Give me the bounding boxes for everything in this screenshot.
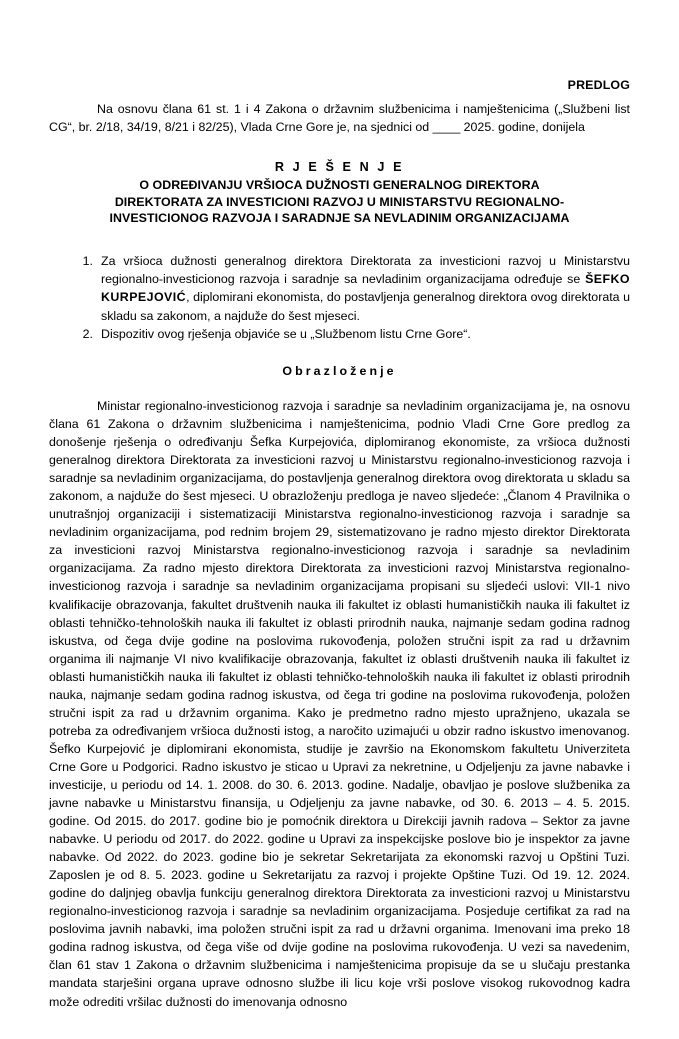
document-title-line-3: INVESTICIONOG RAZVOJA I SARADNJE SA NEVLADINIM ORGANIZACIJAMA [109, 211, 570, 226]
list-item-number: 1. [82, 253, 93, 268]
list-item-text-before: Za vršioca dužnosti generalnog direktora Direktorata za investicioni razvoj u Ministarstvu regionalno-investicionog razvoja i saradnje sa nevladinim organizacijama određuje se [101, 253, 630, 287]
decision-items-list [49, 252, 630, 343]
list-item-text-after: , diplomirani ekonomista, do postavljenja generalnog direktora ovog direktorata u skladu sa zakonom, a najduže do šest mjeseci. [101, 290, 630, 323]
explanation-body: Ministar regionalno-investicionog razvoja i saradnje sa nevladinim organizacijama je, na osnovu člana 61 Zakona o državnim službenicima i namještenicima, podnio Vladi Crne Gore predlog za donošenje rješenja o određivanju Šefka Kurpejovića, diplomiranog ekonomiste, za vršioca dužnosti generalnog direktora Direktorata za investicioni razvoj u Ministarstvu regionalno-investicionog razvoja i saradnje sa nevladinim organizacijama, do postavljenja generalnog direktora ovog direktorata u skladu sa zakonom, a najduže do šest mjeseci. U obrazloženju predloga je naveo sljedeće: „Članom 4 Pravilnika o unutrašnjoj organizaciji i sistematizaciji Ministarstva regionalno-investicionog razvoja i saradnje sa nevladinim organizacijama, pod rednim brojem 29, sistematizovano je radno mjesto direktor Direktorata za investicioni razvoj Ministarstva regionalno-investicionog razvoja i saradnje sa nevladinim organizacijama. Za radno mjesto direktora Direktorata za investicioni razvoj Ministarstva regionalno-investicionog razvoja i saradnje sa nevladinim organizacijama propisani su sljedeći uslovi: VII-1 nivo kvalifikacije obrazovanja, fakultet društvenih nauka ili fakultet iz oblasti humanističkih nauka ili fakultet iz oblasti tehničko-tehnoloških nauka ili fakultet iz oblasti prirodnih nauka, najmanje sedam godina radnog iskustva, od čega dvije godine na poslovima rukovođenja, položen stručni ispit za rad u državnim organima ili najmanje VI nivo kvalifikacije obrazovanja, fakultet iz oblasti društvenih nauka ili fakultet iz oblasti humanističkih nauka ili fakultet iz oblasti tehničko-tehnoloških nauka ili fakultet iz oblasti prirodnih nauka, najmanje sedam godina radnog iskustva, od čega tri godine na poslovima rukovođenja, položen stručni ispit za rad u državnim organima. Kako je predmetno radno mjesto upražnjeno, ukazala se potreba za određivanjem vršioca dužnosti istog, a naročito uzimajući u obzir radno iskustvo imenovanog. Šefko Kurpejović je diplomirani ekonomista, studije je završio na Ekonomskom fakultetu Univerziteta Crne Gore u Podgorici. Radno iskustvo je sticao u Upravi za nekretnine, u Odjeljenju za javne nabavke i investicije, u periodu od 14. 1. 2008. do 30. 6. 2013. godine. Nadalje, obavljao je poslove službenika za javne nabavke u Ministarstvu finansija, u Odjeljenju za javne nabavke, od 30. 6. 2013 – 4. 5. 2015. godine. Od 2015. do 2017. godine bio je pomoćnik direktora u Direkciji javnih radova – Sektor za javne nabavke. U periodu od 2017. do 2022. godine u Upravi za inspekcijske poslove bio je inspektor za javne nabavke. Od 2022. do 2023. godine bio je sekretar Sekretarijata za ekonomski razvoj u Opštini Tuzi. Zaposlen je od 8. 5. 2023. godine u Sekretarijatu za razvoj i projekte Opštine Tuzi. Od 19. 12. 2024. godine do daljnjeg obavlja funkciju generalnog direktora Direktorata za investicioni razvoj u Ministarstvu regionalno-investicionog razvoja i saradnje sa nevladinim organizacijama. Posjeduje certifikat za rad na poslovima javnih nabavki, ima položen stručni ispit za rad u državni organima. Imenovani ima preko 18 godina radnog iskustva, od čega više od dvije godine na poslovima rukovođenja. U vezi sa navedenim, član 61 stav 1 Zakona o državnim službenicima i namještenicima propisuje da se u slučaju prestanka mandata starješini organa uprave odnosno službe ili licu koje vrši poslove visokog rukovodnog kadra može odrediti vršilac dužnosti do imenovanja odnosno [49, 398, 630, 1009]
list-item [49, 325, 630, 343]
explanation-heading: Obrazloženje [282, 363, 397, 378]
list-item-text-before: Dispozitiv ovog rješenja objaviće se u „Službenom listu Crne Gore“. [101, 326, 471, 341]
document-page [0, 79, 679, 1039]
appointee-name: ŠEFKO KURPEJOVIĆ [101, 272, 630, 305]
document-title-main: R J E Š E N J E [274, 160, 405, 175]
document-title-line-1: O ODREĐIVANJU VRŠIOCA DUŽNOSTI GENERALNOG DIREKTORA [139, 177, 540, 192]
list-item [49, 252, 630, 325]
document-title-line-2: DIREKTORATA ZA INVESTICIONI RAZVOJ U MINISTARSTVU REGIONALNO- [114, 194, 565, 209]
document-title-block [49, 159, 630, 227]
document-header-label: PREDLOG [567, 78, 630, 92]
list-item-number: 2. [82, 326, 93, 341]
legal-basis-paragraph: Na osnovu člana 61 st. 1 i 4 Zakona o državnim službenicima i namještenicima („Službeni list CG“, br. 2/18, 34/19, 8/21 i 82/25), Vlada Crne Gore je, na sjednici od ____ 2025. godine, donijela [49, 101, 630, 134]
